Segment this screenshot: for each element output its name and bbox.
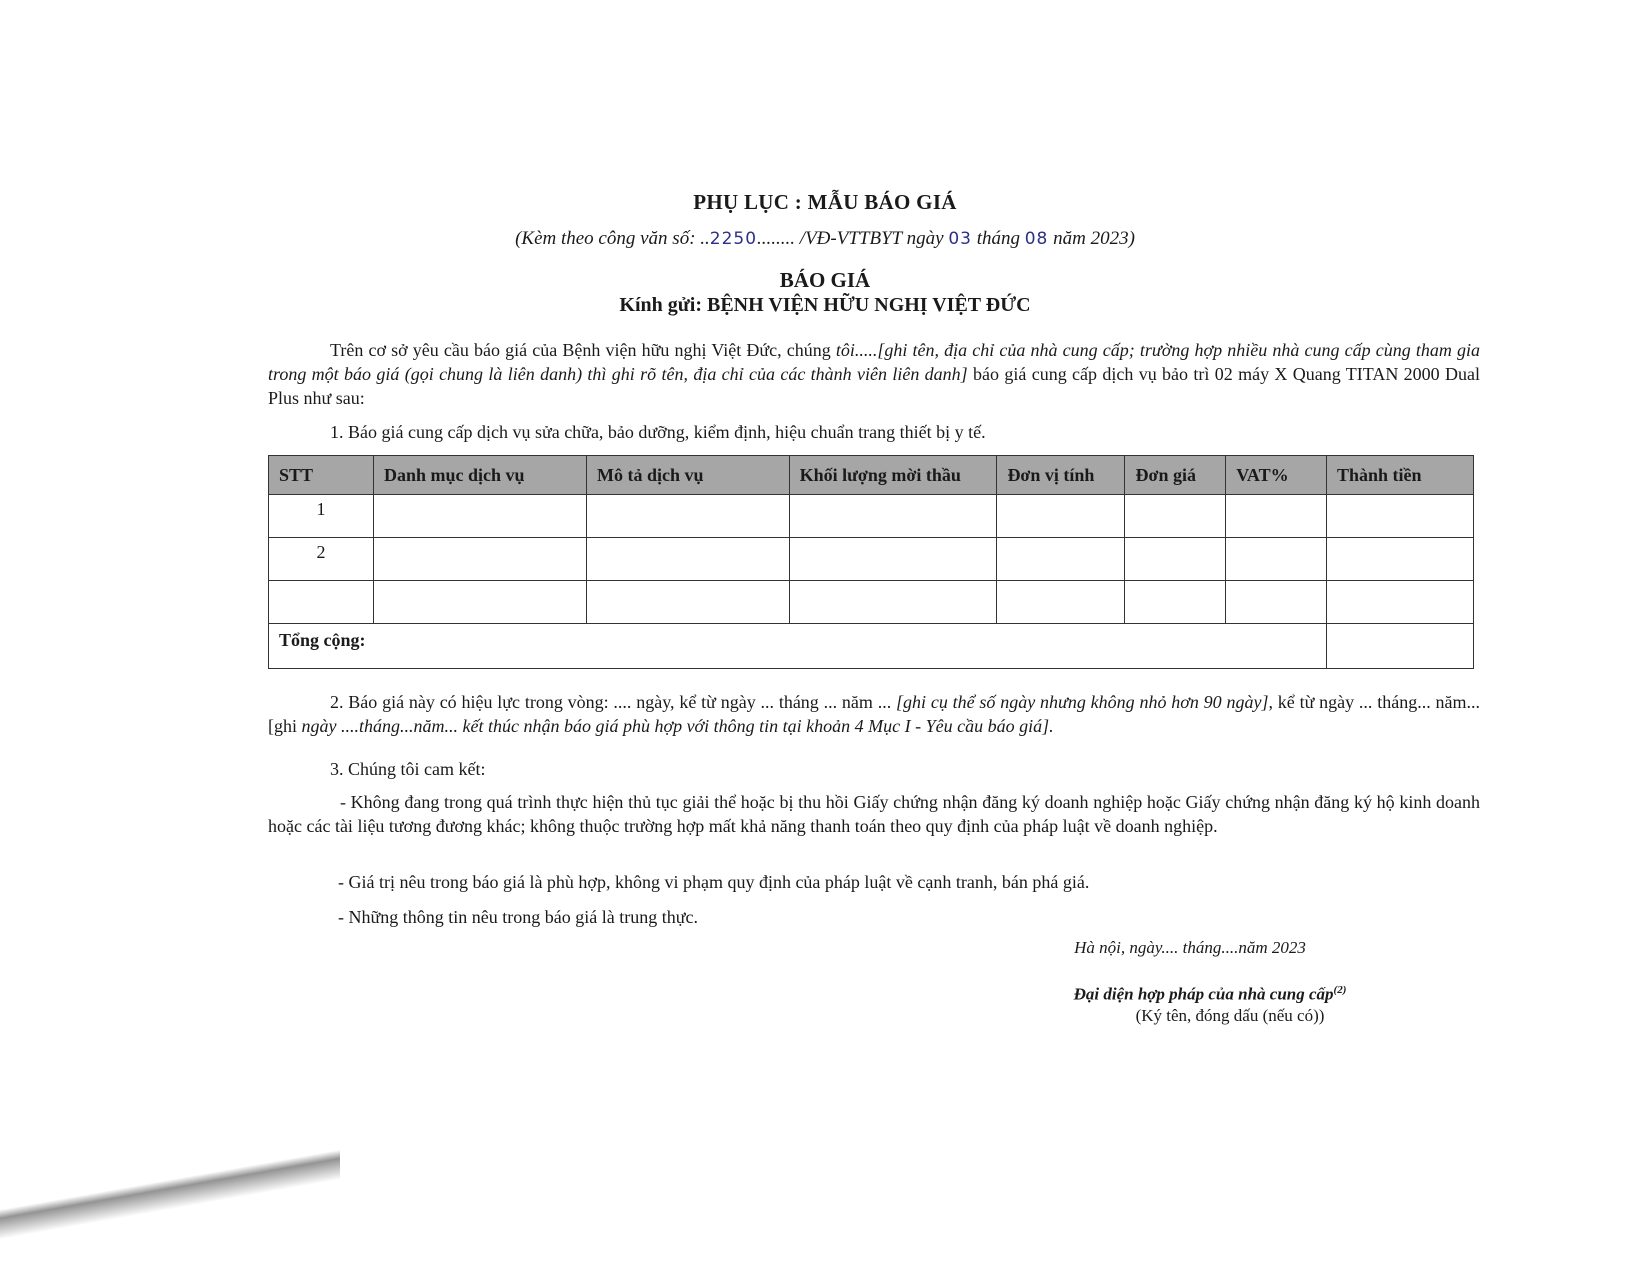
signature-note: (Ký tên, đóng dấu (nếu có)) [1135,1006,1325,1025]
column-header: Mô tả dịch vụ [587,456,790,495]
appendix-title: PHỤ LỤC : MẪU BÁO GIÁ [693,190,957,214]
quote-table [268,455,1474,669]
handwritten-day: 03 [948,229,972,249]
commitment-item: - Những thông tin nêu trong báo giá là trung thực. [338,907,698,927]
handwritten-doc-number: 2250 [709,229,758,249]
table-cell [997,538,1125,581]
column-header: Thành tiền [1327,456,1474,495]
validity-text-2: , kể từ ngày ... tháng... năm...[ghi [268,692,1481,736]
column-header: Đơn vị tính [997,456,1125,495]
table-cell [373,495,586,538]
reference-middle-2: tháng [971,228,1025,249]
table-cell-stt: 1 [269,495,374,538]
table-row [269,495,1474,538]
table-cell-stt: 2 [269,538,374,581]
representative-label: Đại diện hợp pháp của nhà cung cấp [1073,984,1334,1004]
reference-prefix: (Kèm theo công văn số: .. [515,228,710,249]
table-cell [1226,581,1327,624]
table-cell [587,495,790,538]
column-header: Đơn giá [1125,456,1226,495]
table-cell [789,581,997,624]
intro-paragraph [268,338,1480,410]
column-header: STT [269,456,374,495]
table-cell-stt [269,581,374,624]
handwritten-month: 08 [1024,229,1049,249]
table-cell [789,538,997,581]
footnote-mark: (2) [1333,984,1347,996]
table-cell [1327,581,1474,624]
table-cell [1125,581,1226,624]
table-cell [997,495,1125,538]
table-cell [1226,538,1327,581]
validity-italic-1: [ghi cụ thể số ngày nhưng không nhỏ hơn 90 ngày] [896,692,1269,712]
intro-text-2: báo giá cung cấp dịch vụ bảo trì 02 máy X Quang TITAN 2000 Dual Plus như sau: [268,364,1480,408]
recipient-line: Kính gửi: BỆNH VIỆN HỮU NGHỊ VIỆT ĐỨC [619,294,1031,316]
column-header: Khối lượng mời thầu [789,456,997,495]
scan-shadow [0,1148,340,1264]
commitment-item: - Giá trị nêu trong báo giá là phù hợp, không vi phạm quy định của pháp luật về cạnh tranh, bán phá giá. [338,872,1090,892]
table-total-row [269,624,1474,669]
section-1-heading: 1. Báo giá cung cấp dịch vụ sửa chữa, bảo dưỡng, kiểm định, hiệu chuẩn trang thiết bị y tế. [330,422,986,442]
column-header: VAT% [1226,456,1327,495]
table-cell [587,538,790,581]
total-label: Tổng cộng: [269,624,1327,669]
table-cell [1125,538,1226,581]
table-row [269,538,1474,581]
table-cell [1226,495,1327,538]
table-cell [1327,495,1474,538]
validity-paragraph [268,690,1480,738]
table-cell [373,581,586,624]
signature-date-line: Hà nội, ngày.... tháng....năm 2023 [1074,938,1306,957]
table-cell [1125,495,1226,538]
table-cell [373,538,586,581]
validity-italic-2: ngày ....tháng...năm... kết thúc nhận báo giá phù hợp với thông tin tại khoản 4 Mục I - Yêu cầu báo giá]. [301,716,1054,736]
section-3-heading: 3. Chúng tôi cam kết: [330,759,486,779]
intro-text-1: Trên cơ sở yêu cầu báo giá của Bệnh viện hữu nghị Việt Đức, chúng [330,340,836,360]
table-cell [997,581,1125,624]
reference-line [0,228,1650,250]
table-row [269,581,1474,624]
column-header: Danh mục dịch vụ [373,456,586,495]
intro-italic: tôi.....[ghi tên, địa chỉ của nhà cung cấp; trường hợp nhiều nhà cung cấp cùng tham gia trong một báo giá (gọi chung là liên danh) thì ghi rõ tên, địa chỉ của các thành viên liên danh] [268,340,1480,384]
commitment-item: - Không đang trong quá trình thực hiện thủ tục giải thể hoặc bị thu hồi Giấy chứng nhận đăng ký doanh nghiệp hoặc Giấy chứng nhận đăng ký hộ kinh doanh hoặc các tài liệu tương đương khác; không thuộc trường hợp mất khả năng thanh toán theo quy định của pháp luật về doanh nghiệp. [268,792,1480,836]
quote-heading: BÁO GIÁ [779,268,871,292]
table-cell [789,495,997,538]
table-cell [587,581,790,624]
table-cell [1327,538,1474,581]
reference-middle-1: ........ /VĐ-VTTBYT ngày [757,228,949,249]
signature-representative [1020,984,1400,1005]
total-value-cell [1327,624,1474,669]
reference-suffix: năm 2023) [1048,228,1135,249]
table-header-row [269,456,1474,495]
validity-text-1: 2. Báo giá này có hiệu lực trong vòng: .... ngày, kể từ ngày ... tháng ... năm ... [330,692,897,712]
